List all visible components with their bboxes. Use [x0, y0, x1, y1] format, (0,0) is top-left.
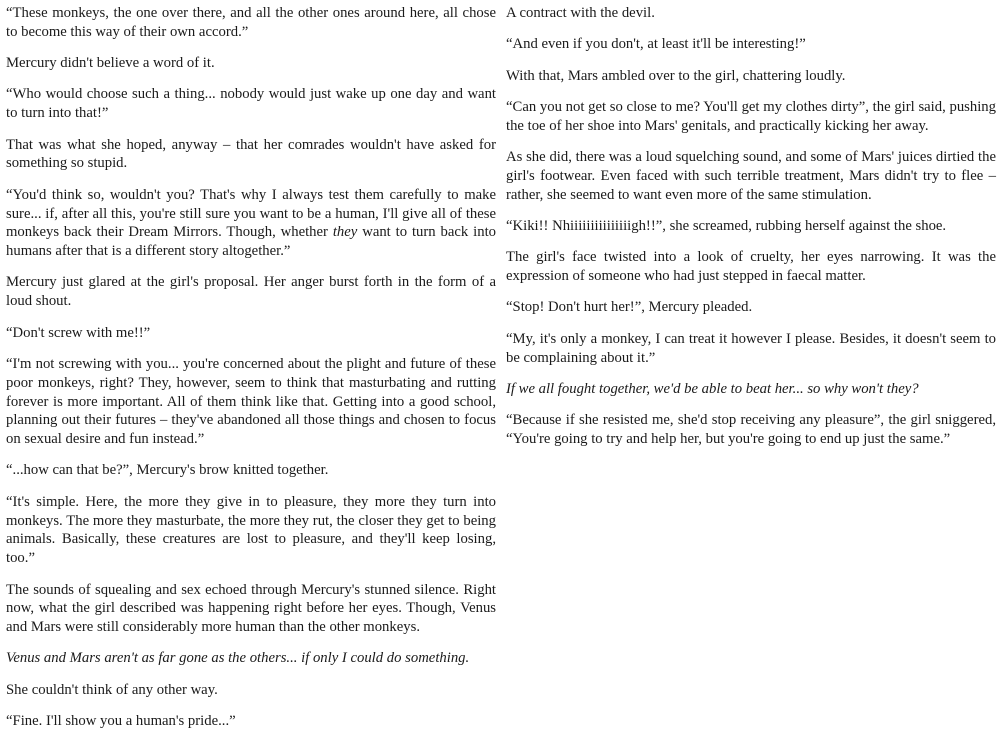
paragraph: The sounds of squealing and sex echoed through Mercury's stunned silence. Right now, what the girl described was happening right before her eyes. Though, Venus and Mars were still considerably more human than the other monkeys.: [6, 581, 496, 636]
paragraph: “Fine. I'll show you a human's pride...”: [6, 713, 236, 730]
paragraph: “It's simple. Here, the more they give in to pleasure, they more they turn into monkeys. The more they masturbate, the more they rut, the closer they get to being animals. Basically, these creatures are lost to pleasure, and they'll keep losing, too.”: [6, 493, 496, 567]
paragraph: “Stop! Don't hurt her!”, Mercury pleaded.: [506, 299, 753, 316]
paragraph: “Because if she resisted me, she'd stop receiving any pleasure”, the girl sniggered, “You're going to try and help her, but you're going to end up just the same.”: [506, 412, 996, 447]
paragraph: “I'm not screwing with you... you're concerned about the plight and future of these poor monkeys, right? They, however, seem to think that masturbating and rutting forever is more important. All of them think like that. Getting into a good school, planning out their futures – they've abandoned all those things and chosen to focus on sexual desire and fun instead.”: [6, 355, 496, 448]
paragraph: “Kiki!! Nhiiiiiiiiiiiiiiigh!!”, she screamed, rubbing herself against the shoe.: [506, 218, 947, 234]
paragraph: “And even if you don't, at least it'll be interesting!”: [506, 36, 806, 53]
paragraph: She couldn't think of any other way.: [6, 681, 218, 698]
two-column-layout: [4, 4, 996, 731]
paragraph: Mercury didn't believe a word of it.: [6, 55, 215, 72]
paragraph-text-before: “You'd think so, wouldn't you? That's why I always test them carefully to make sure... if, after all this, you're still sure you want to be a human, I'll give all of these monkeys back their Dream Mirrors. Though, whether: [6, 186, 496, 241]
paragraph: “Who would choose such a thing... nobody would just wake up one day and want to turn into that!”: [6, 86, 496, 122]
paragraph: That was what she hoped, anyway – that her comrades wouldn't have asked for something so stupid.: [6, 136, 496, 172]
right-text-column: [504, 4, 996, 449]
paragraph: Mercury just glared at the girl's proposal. Her anger burst forth in the form of a loud shout.: [6, 274, 496, 310]
paragraph: As she did, there was a loud squelching sound, and some of Mars' juices dirtied the girl's footwear. Even faced with such terrible treatment, Mars didn't try to flee – rather, she seemed to want even more of the same stimulation.: [506, 149, 996, 203]
paragraph-italic: Venus and Mars aren't as far gone as the others... if only I could do something.: [6, 650, 470, 667]
paragraph-text-after: want to turn back into humans after that is a different story altogether.”: [6, 224, 496, 260]
paragraph: “My, it's only a monkey, I can treat it however I please. Besides, it doesn't seem to be complaining about it.”: [506, 330, 996, 366]
paragraph: With that, Mars ambled over to the girl, chattering loudly.: [506, 67, 846, 84]
paragraph: A contract with the devil.: [506, 5, 655, 21]
emphasized-word: they: [332, 224, 358, 241]
paragraph: “Don't screw with me!!”: [6, 324, 151, 341]
paragraph-italic: If we all fought together, we'd be able to beat her... so why won't they?: [506, 380, 919, 397]
paragraph-with-emphasis: [6, 186, 496, 261]
paragraph: “...how can that be?”, Mercury's brow knitted together.: [6, 462, 329, 479]
left-text-column: [4, 4, 496, 731]
paragraph: The girl's face twisted into a look of cruelty, her eyes narrowing. It was the expression of someone who had just stepped in faecal matter.: [506, 249, 996, 285]
paragraph: “These monkeys, the one over there, and all the other ones around here, all chose to become this way of their own accord.”: [6, 5, 496, 40]
paragraph: “Can you not get so close to me? You'll get my clothes dirty”, the girl said, pushing the toe of her shoe into Mars' genitals, and practically kicking her away.: [506, 98, 996, 134]
